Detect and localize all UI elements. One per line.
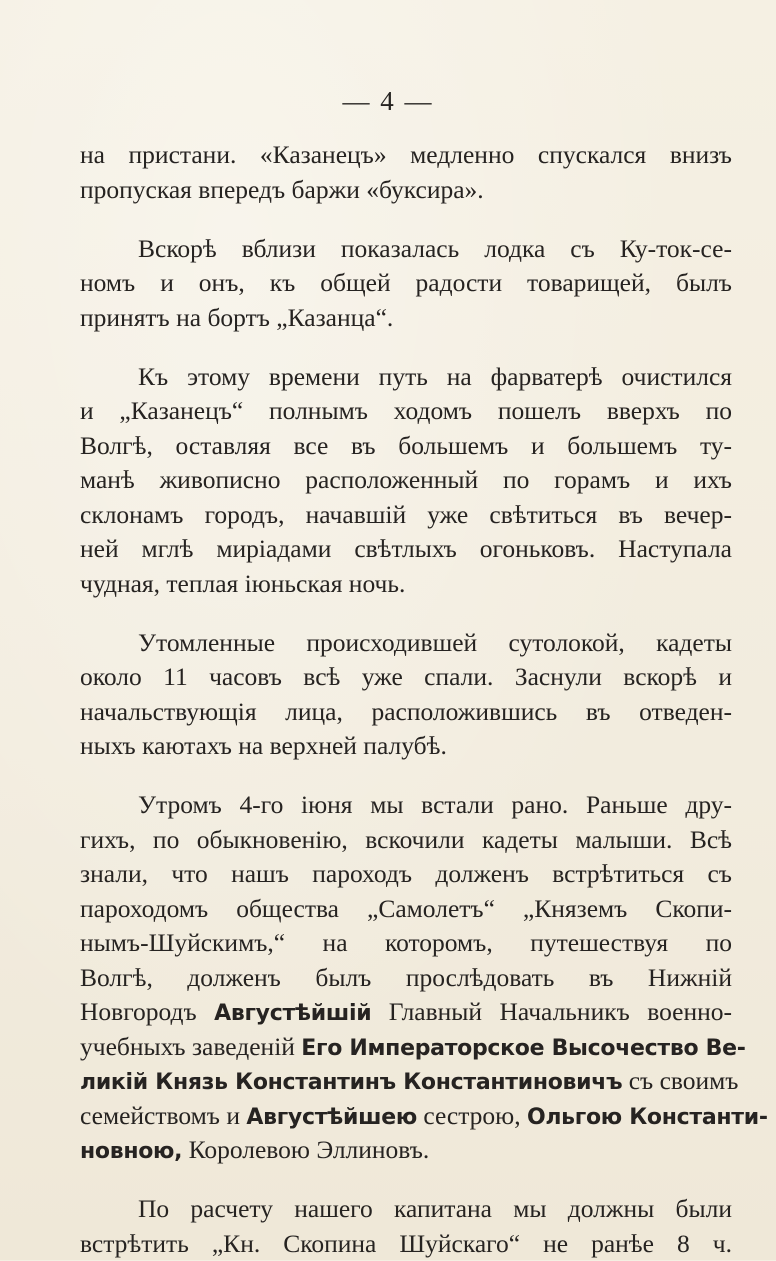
text-line: Волгѣ, оставляя все въ большемъ и большемъ ту- — [80, 430, 732, 460]
text-line: Утомленные происходившей сутолокой, кадеты — [138, 627, 732, 657]
text-line: принятъ на бортъ „Казанца“. — [80, 302, 394, 332]
text-line: чудная, теплая іюньская ночь. — [80, 568, 406, 598]
body-text — [80, 138, 768, 1261]
text-line: ней мглѣ миріадами свѣтлыхъ огоньковъ. Наступала — [80, 534, 732, 564]
text-line: Новгородъ Августѣйшій Главный Начальникъ военно- — [80, 997, 732, 1027]
bold-title: Его Императорское Высочество Ве- — [301, 1035, 746, 1061]
text-line: Волгѣ, долженъ былъ прослѣдовать въ Нижній — [80, 962, 732, 992]
text-line: Къ этому времени путь на фарватерѣ очистился — [138, 361, 732, 391]
text-line: Утромъ 4-го іюня мы встали рано. Раньше дру- — [138, 790, 732, 820]
page-number: — 4 — — [342, 86, 434, 116]
text-line: ныхъ каютахъ на верхней палубѣ. — [80, 731, 447, 761]
text-line: По расчету нашего капитана мы должны были — [138, 1194, 732, 1224]
text-line: учебныхъ заведеній Его Императорское Высочество Ве- — [80, 1031, 746, 1061]
text-line: пароходомъ общества „Самолетъ“ „Княземъ Скопи- — [80, 893, 732, 923]
text-line: около 11 часовъ всѣ уже спали. Заснули вскорѣ и — [80, 662, 732, 692]
text-line: пропуская впередъ баржи «буксира». — [80, 174, 484, 204]
text-line: знали, что нашъ пароходъ долженъ встрѣтиться съ — [80, 859, 732, 889]
text-line: семействомъ и Августѣйшею сестрою, Ольгою Константи- — [80, 1100, 768, 1130]
text-line: манѣ живописно расположенный по горамъ и ихъ — [80, 465, 732, 495]
bold-title: Ольгою Константи- — [526, 1104, 768, 1130]
text-line: гихъ, по обыкновенію, вскочили кадеты малыши. Всѣ — [80, 824, 732, 854]
text-line: новною, Королевою Эллиновъ. — [80, 1135, 430, 1165]
text-line: ликій Князь Константинъ Константиновичъ съ своимъ — [80, 1066, 739, 1096]
text-line: нымъ-Шуйскимъ,“ на которомъ, путешествуя по — [80, 928, 732, 958]
bold-title: новною, — [80, 1139, 183, 1165]
text-line: на пристани. «Казанецъ» медленно спускался внизъ — [80, 140, 732, 169]
bold-title: ликій Князь Константинъ Константиновичъ — [80, 1070, 623, 1096]
text-line: номъ и онъ, къ общей радости товарищей, былъ — [80, 268, 732, 298]
text-line: Вскорѣ вблизи показалась лодка съ Ку-ток-се- — [138, 233, 732, 263]
text-line: встрѣтить „Кн. Скопина Шуйскаго“ не ранѣе 8 ч. — [80, 1228, 732, 1258]
text-line: склонамъ городъ, начавшій уже свѣтиться въ вечер- — [80, 499, 732, 529]
bold-title: Августѣйшій — [214, 1001, 372, 1027]
text-line: начальствующія лица, расположившись въ отведен- — [80, 696, 732, 726]
bold-title: Августѣйшею — [246, 1104, 417, 1130]
text-line: и „Казанецъ“ полнымъ ходомъ пошелъ вверхъ по — [80, 396, 732, 426]
